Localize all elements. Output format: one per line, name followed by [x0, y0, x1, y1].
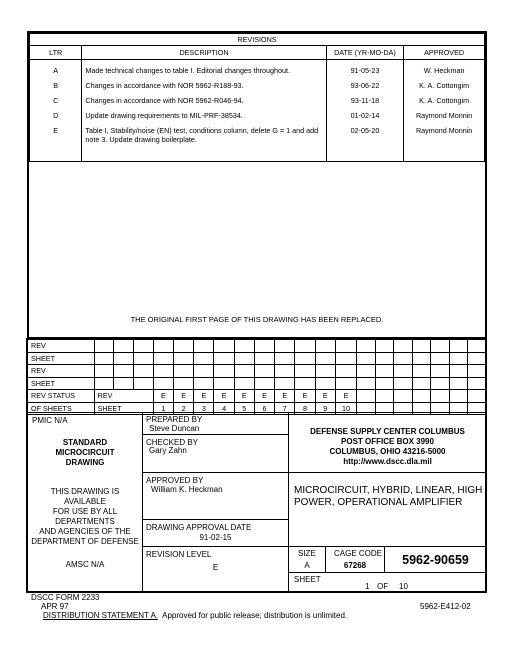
status-rev-label: REV: [28, 365, 95, 378]
rev-value: E: [254, 390, 274, 403]
document-code: 5962-E412-02: [420, 602, 471, 611]
size-label: SIZE: [298, 549, 316, 558]
rev-value: E: [335, 390, 356, 403]
revisions-table: [29, 33, 485, 162]
form-date: APR 97: [41, 602, 69, 611]
rev-status-label: REV STATUS: [28, 390, 95, 403]
rev-value: E: [234, 390, 254, 403]
revision-description: Update drawing requirements to MIL-PRF-38534.: [82, 108, 326, 123]
standard-title-2: MICROCIRCUIT: [55, 448, 115, 457]
prepared-by-label: PREPARED BY: [146, 415, 203, 424]
standard-title-3: DRAWING: [65, 458, 105, 467]
sheet-number: 2: [173, 402, 193, 415]
sheet-number: 8: [295, 402, 315, 415]
sheet-number: 3: [194, 402, 214, 415]
sheet-total: 10: [399, 582, 408, 591]
revision-approver: W. Heckman: [404, 60, 485, 79]
status-rev-label: REV: [28, 340, 95, 353]
revision-date: 91-05-23: [326, 60, 404, 79]
standard-column: [27, 412, 143, 592]
distribution-statement-label: DISTRIBUTION STATEMENT A.: [43, 611, 159, 620]
cage-code-box: [325, 546, 385, 573]
status-sheet-label: SHEET: [28, 377, 95, 390]
revision-approver: K. A. Cottongim: [404, 93, 485, 108]
approval-date-label: DRAWING APPROVAL DATE: [146, 523, 252, 532]
status-row-rev-status: [28, 390, 487, 403]
rev-value: E: [214, 390, 234, 403]
revision-description: Changes in accordance with NOR 5962-R046-94.: [82, 93, 326, 108]
revision-date: 02-05-20: [326, 123, 404, 147]
rev-value: E: [194, 390, 214, 403]
header-approved: APPROVED: [404, 46, 485, 60]
revision-approver: Raymond Monnin: [404, 123, 485, 147]
agency-city: COLUMBUS, OHIO 43216-5000: [329, 447, 446, 456]
checked-by-label: CHECKED BY: [146, 438, 199, 447]
agency-name: DEFENSE SUPPLY CENTER COLUMBUS: [310, 427, 465, 436]
sheet-number-value: 1: [365, 582, 370, 591]
sheet-number: 9: [315, 402, 335, 415]
approval-date-box: [142, 519, 289, 547]
sheet-box: [288, 572, 487, 592]
size-box: [288, 546, 326, 573]
sheet-of-label: OF: [377, 582, 389, 591]
revision-date: 93-06-22: [326, 78, 404, 93]
standard-title-1: STANDARD: [62, 438, 108, 447]
agency-url: http://www.dscc.dla.mil: [343, 457, 432, 466]
cage-code-label: CAGE CODE: [334, 549, 383, 558]
title-block: [27, 412, 487, 592]
drawing-number: 5962-90659: [402, 553, 469, 567]
sheet-number: 4: [214, 402, 234, 415]
prepared-by-box: [142, 412, 289, 435]
size-value: A: [304, 561, 310, 570]
revision-level-value: E: [212, 563, 219, 572]
agency-box: [288, 412, 487, 473]
status-row-sheet-2: [28, 377, 487, 390]
pmic-label: PMIC N/A: [32, 416, 68, 425]
availability-line: AVAILABLE: [64, 497, 106, 506]
rev-word: REV: [94, 390, 153, 403]
approved-by-box: [142, 472, 289, 520]
part-title-line-2: POWER, OPERATIONAL AMPLIFIER: [294, 497, 463, 508]
part-title-box: [288, 472, 487, 547]
revisions-block: [27, 31, 487, 339]
revision-row: [30, 108, 485, 123]
sheet-number: 1: [153, 402, 173, 415]
sheet-number: 5: [234, 402, 254, 415]
sheet-number: 6: [254, 402, 274, 415]
revision-ltr: B: [30, 78, 82, 93]
sheet-word: SHEET: [94, 402, 153, 415]
form-number: DSCC FORM 2233: [31, 593, 100, 602]
sheet-number: 7: [275, 402, 295, 415]
revision-level-box: [142, 546, 289, 592]
status-row-rev-2: [28, 365, 487, 378]
sheet-number: 10: [335, 402, 356, 415]
rev-value: E: [153, 390, 173, 403]
availability-line: DEPARTMENT OF DEFENSE: [31, 537, 139, 546]
revision-description: Changes in accordance with NOR 5962-R188-93.: [82, 78, 326, 93]
rev-value: E: [315, 390, 335, 403]
revision-row: [30, 60, 485, 79]
availability-line: THIS DRAWING IS: [50, 487, 120, 496]
revision-status-grid: [27, 339, 487, 415]
distribution-statement-text: Approved for public release; distribution is unlimited.: [158, 611, 348, 620]
header-description: DESCRIPTION: [82, 46, 326, 60]
approved-by-label: APPROVED BY: [146, 476, 204, 485]
header-date: DATE (YR-MO-DA): [326, 46, 404, 60]
revision-level-label: REVISION LEVEL: [146, 550, 212, 559]
drawing-number-box: [384, 546, 487, 573]
revision-row: [30, 93, 485, 108]
header-ltr: LTR: [30, 46, 82, 60]
revision-ltr: E: [30, 123, 82, 147]
revision-ltr: D: [30, 108, 82, 123]
revision-approver: K. A. Cottongim: [404, 78, 485, 93]
revision-row: [30, 78, 485, 93]
availability-line: FOR USE BY ALL: [52, 507, 118, 516]
part-title-line-1: MICROCIRCUIT, HYBRID, LINEAR, HIGH: [294, 485, 483, 496]
agency-po-box: POST OFFICE BOX 3990: [341, 437, 434, 446]
revision-ltr: C: [30, 93, 82, 108]
revisions-title: REVISIONS: [30, 34, 485, 46]
revision-approver: Raymond Monnin: [404, 108, 485, 123]
availability-line: AND AGENCIES OF THE: [39, 527, 131, 536]
approval-date-value: 91-02-15: [199, 533, 232, 542]
checked-by-box: [142, 434, 289, 473]
checked-by-name: Gary Zahn: [149, 446, 187, 455]
amsc-label: AMSC N/A: [65, 560, 105, 569]
revision-description: Made technical changes to table I. Editorial changes throughout.: [82, 60, 326, 79]
revision-row: [30, 123, 485, 147]
availability-line: DEPARTMENTS: [55, 517, 115, 526]
approved-by-name: William K. Heckman: [151, 485, 223, 494]
revision-date: 01-02-14: [326, 108, 404, 123]
status-row-rev: [28, 340, 487, 353]
distribution-statement: [43, 611, 347, 621]
rev-value: E: [173, 390, 193, 403]
sheet-label: SHEET: [294, 575, 321, 584]
prepared-by-name: Steve Duncan: [149, 424, 200, 433]
revision-ltr: A: [30, 60, 82, 79]
rev-value: E: [275, 390, 295, 403]
revision-description: Table I, Stability/noise (EN) test, conditions column, delete G = 1 and add note 3. Update drawing boilerplate.: [82, 123, 326, 147]
status-row-sheet: [28, 352, 487, 365]
revision-row-blank: [30, 147, 485, 161]
cage-code-value: 67268: [343, 561, 367, 570]
of-sheets-label: OF SHEETS: [28, 402, 95, 415]
status-sheet-label: SHEET: [28, 352, 95, 365]
rev-value: E: [295, 390, 315, 403]
replaced-note: THE ORIGINAL FIRST PAGE OF THIS DRAWING HAS BEEN REPLACED.: [130, 315, 384, 324]
revision-date: 93-11-18: [326, 93, 404, 108]
